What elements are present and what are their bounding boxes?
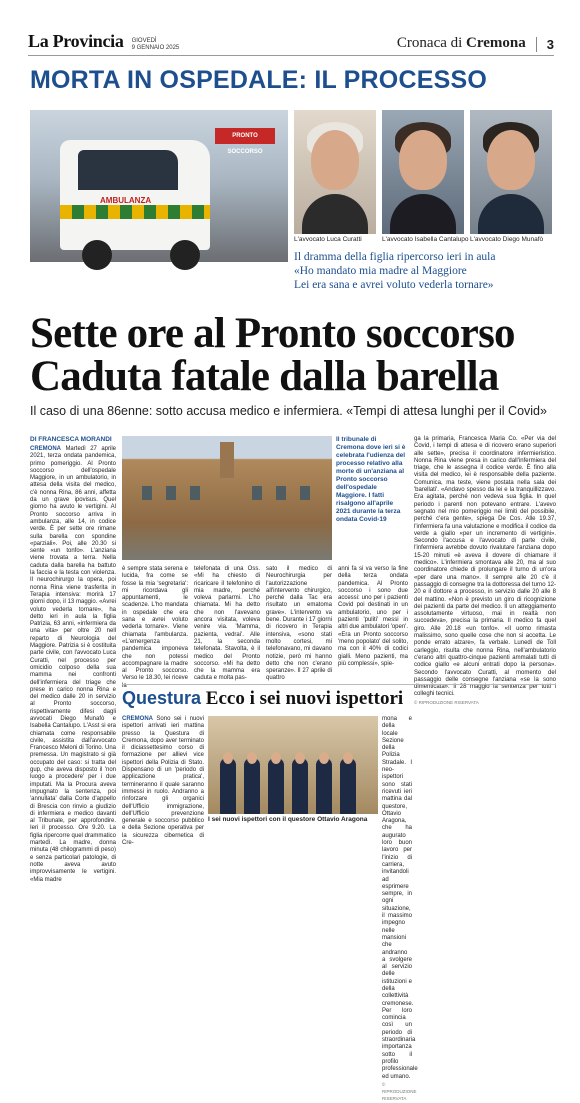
person-face <box>271 752 281 764</box>
article-column-1 <box>30 446 116 883</box>
headline-line: Caduta fatale dalla barella <box>30 353 499 400</box>
ambulance-stripe <box>60 205 210 219</box>
portrait-face <box>487 130 535 190</box>
courthouse-caption: Il tribunale di Cremona dove ieri si è celebrata l'udienza del processo relativo alla morte di un'anziana al Pronto soccorso dell'ospedale Maggiore. I fatti risalgono all'aprile 2021 durante la terza ondata Covid-19 <box>336 436 406 523</box>
deck-line: Il dramma della figlia ripercorso ieri in aula <box>294 251 496 263</box>
person-face <box>223 752 233 764</box>
dateline-place: CREMONA <box>122 716 153 722</box>
portrait-shoulders <box>302 194 368 234</box>
date: 9 GENNAIO 2025 <box>131 45 180 51</box>
person-figure <box>220 758 236 814</box>
newspaper-logo: La Provincia <box>28 31 124 51</box>
article-text: ga la primaria, Francesca Maria Co. «Per via del Covid, i tempi di attesa e di ricovero erano superiori alle sette», precisa il coordinatore infermieristico. Nonna Rina viene presa in carico dall'infermiera del triage, che le assegna il codice verde. È fino alla visita del medico, lei è responsabile della paziente. Comunica, ma teste, viene postata nella sala dei 'barellati'. «Andavo spesso da lei e la tranquillizzavo. Era agitata, perché non vedeva sua figlia. In quel periodo i parenti non potevano entrare. L'avevo segnato nel mio pomeriggio nei limiti del possibile, perché c'era gente», spiega De Cos. Alle 19.37, l'infermiera fa una valutazione e modifica il codice da verde a giallo «per un incremento di vertigini». Secondo l'accusa e l'avvocato di parte civile, l'infermiera avrebbe dovuto rivalutare l'anziana dopo 15-20 minuti «è aveva il dovere di chiamare il medico». L'infermiera smontava alle 20, ma al suo coordinatore chiede di prolungare il turno di un'ora «per dare una mano». Il sempre alle 20 c'è il passaggio di consegne tra la dottoressa del turno 12-20 e il dottore a processo, in servizio dalle 20 alle 8 del mattino. «Non è previsto un giro di ricognizione dei pazienti da parte del medico. Il un atteggiamento assolutamente virtuoso, mai in realtà non succedeva», precisa la primaria. Il medico fa quel giro. Alle 20.18 «un tonfo». «Il uomo rimasta malissimo, sono quelle cose che non si accetta. Le ponde errato alzare», fa verbale. Lunedì de Toll carleggio, risulta che nonna Rina, nell'ambulatorio c'erano altri quattro-cinque pazienti ammalati tutti di codice giallo «e alcuni entrati dopo la persona». Secondo l'avvocato Curatti, al momento del passaggio delle consegne l'anziana «se la sono dimenticata». Il 28 maggio la sentenza per tutti i colleghi tecnici. <box>414 436 556 698</box>
portrait-munafo <box>470 110 552 234</box>
kicker-headline: MORTA IN OSPEDALE: IL PROCESSO <box>30 66 487 94</box>
article-text: Sono sei i nuovi ispettori arrivati ieri mattina presso la Questura di Cremona, dopo aver terminato il diciassettesimo corso di formazione per allievi vice ispettori della Polizia di Stato. Dispensano di un 'periodo di applicazione pratica', termineranno il quale saranno immessi in ruolo. Andranno a rinforzare gli organici dell'Ufficio immigrazione, dell'Ufficio prevenzione generale e soccorso pubblico e della Sezione operativa per la sicurezza cibernetica di Cre- <box>122 716 204 847</box>
deck-line: Lei era sana e avrei voluto vederla tornare» <box>294 279 494 291</box>
pronto-soccorso-sign: PRONTO SOCCORSO <box>215 128 275 144</box>
person-face <box>247 752 257 764</box>
sub-article-column-2-real <box>382 716 418 1102</box>
weekday: GIOVEDÌ <box>131 38 157 44</box>
portrait-face <box>311 130 359 190</box>
deck <box>294 250 556 292</box>
courthouse-window <box>190 486 200 500</box>
article-text: Martedì 27 aprile 2021, terza ondata pandemica, primo pomeriggio. Al Pronto soccorso dell'ospedale Maggiore, in un ambulatorio, in attesa della visita del medico, c'è nonna Rina, 86 anni, affetta da un grave ipovisus. Quel giorno ha avuto le vertigini. Al Pronto soccorso arriva in ambulanza, alle 14, in codice verde. È per sette ore rimane sulla barella con spondine «parziali». Poi, alle 20.30 si sente «un tonfo». L'anziana viene trovata a terra. Nella caduta dalla barella ha battuto la faccia e la testa con violenza. Il neurochirurgo la opera, poi nonna Rina viene trasferita in Terapia intensiva: morirà 17 giorni dopo, il 13 maggio. <box>30 446 116 606</box>
courthouse-window <box>252 486 262 500</box>
article-text: mona e della locale Sezione della Polizia Stradale. I neo-ispettori sono stati ricevuti ieri mattina dal questore, Ottavio Aragona, che ha augurato loro buon lavoro per l'inizio di carriera, invitandoli ad esprimere sempre, in ogni situazione, il massimo impegno nelle mansioni che andranno a svolgere al servizio delle istituzioni e della collettività cremonese. Per loro comincia così un periodo di straordinaria importanza sotto il profilo professionale ed umano. <box>382 716 418 1080</box>
person-figure <box>316 758 332 814</box>
sub-article-title: Ecco i sei nuovi ispettori <box>205 688 404 709</box>
person-face <box>295 752 305 764</box>
article-column-5: anni fa si va verso la fine della terza ondata pandemica. Al Pronto soccorso i sono due accessi: uno per i pazienti Covid poi destinati in un ambulatorio, uno per i pazienti 'puliti' messi in altri due ambulatori 'open'. «Era un Pronto soccorso 'meno popolato' del solito, ma con il 40% di codici gialli. Meno pazienti, ma più complessi», spie- <box>338 566 408 667</box>
courthouse-window <box>276 486 286 500</box>
ambulance-photo <box>30 110 288 262</box>
copyright-notice: © RIPRODUZIONE RISERVATA <box>414 699 479 705</box>
main-headline <box>30 312 560 398</box>
article-column-3: telefonata di una Oss. «Mi ha chiesto di ricaricare il telefonino di mia madre, perché voleva parlarmi. L'ho chiamata. Mi ha detto che non l'avevano ancora visitata, voleva venire via. 'Mamma, pazienta, vedrai'. Alle 21, la seconda telefonata. Stavolta, è il medico del Pronto soccorso. «Mi ha detto che la mamma era caduta e molta pas- <box>194 566 260 682</box>
portrait-face <box>399 130 447 190</box>
sub-article-kicker: Questura <box>122 688 202 708</box>
byline: DI FRANCESCA MORANDI <box>30 436 112 443</box>
deck-line: «Ho mandato mia madre al Maggiore <box>294 265 467 277</box>
ambulance-wheel <box>170 240 200 270</box>
courthouse-window <box>300 486 310 500</box>
person-figure <box>292 758 308 814</box>
portrait-caption: L'avvocato Luca Curatti <box>294 236 362 243</box>
dateline-place: CREMONA <box>30 446 61 452</box>
courthouse-window <box>166 486 176 500</box>
inspectors-photo-caption: I sei nuovi ispettori con il questore Ottavio Aragona <box>208 816 368 823</box>
article-column-4: sato il medico di Neurochirurgia per l'autorizzazione all'intervento chirurgico, perché dalla Tac era risultato un ematoma grave». L'intervento va bene. Durante i 17 giorni di ricovero in Terapia intensiva, «sono stati molto cortesi, mi telefonavano, mi davano notizie, però mi hanno detto che non c'erano speranze». Il 27 aprile di quattro <box>266 566 332 682</box>
section-city: Cremona <box>466 35 526 51</box>
courthouse-window <box>142 486 152 500</box>
portrait-caption: L'avvocato Diego Munafò <box>470 236 544 243</box>
masthead <box>28 30 554 56</box>
divider <box>122 684 556 685</box>
dateline <box>132 38 180 52</box>
person-figure <box>268 758 284 814</box>
ambulance-windshield <box>78 150 178 190</box>
sub-article-headline <box>122 688 403 710</box>
portrait-caption: L'avvocato Isabella Cantalupo <box>382 236 469 243</box>
person-face <box>319 752 329 764</box>
section-name <box>397 35 526 52</box>
section-prefix: Cronaca di <box>396 35 463 51</box>
courthouse-tower <box>220 442 234 478</box>
copyright-notice: © RIPRODUZIONE RISERVATA <box>382 1081 417 1102</box>
person-figure <box>244 758 260 814</box>
headline-line: Sette ore al Pronto soccorso <box>30 310 515 357</box>
sub-article-column-1 <box>122 716 204 847</box>
ambulance-label: AMBULANZA <box>100 196 152 205</box>
portrait-shoulders <box>390 194 456 234</box>
portrait-shoulders <box>478 194 544 234</box>
subheadline: Il caso di una 86enne: sotto accusa medico e infermiera. «Tempi di attesa lunghi per il Covid» <box>30 404 547 418</box>
ambulance-wheel <box>82 240 112 270</box>
article-column-2: è sempre stata serena e lucida, fra come se fosse la mia 'segretaria': mi ricordava gli appuntamenti, le scadenze. L'ho mandata in ospedale che era sana e avrei voluto vederla tornare». Viene chiamata l'ambulanza. «L'emergenza pandemica imponeva che non potessi accompagnare la madre al Pronto soccorso. Verso le 18.30, lei riceve la <box>122 566 188 689</box>
portrait-cantalupo <box>382 110 464 234</box>
article-text: «Avrei voluto vederla tornare», ha detto ieri in aula la figlia Patrizia, 63 anni, «infermiera da una vita» per oltre 20 nell reparto di Neurologia del Maggiore. Patrizia si è costituita parte civile, con l'avvocato Luca Curatti, nel processo per omicidio colposo della sua mamma nei confronti dell'infermiera del triage che prese in carico nonna Rina e del medico dalle 20 in servizio al Pronto soccorso, rispettivamente difesi dagli avvocati Diego Munafò e Isabella Cantalupo. L'Asst si era chiamata come responsabile civile, assistita dall'avvocato Francesco Meloni di Torino. Una premessa. Un magistrato si già occupato del caso: si tratta del gup, che aveva disposto il 'non luogo a procedere' per i due imputati. Ma la Procura aveva impugnato la sentenza, poi 'annullata' dalla Corte d'appello di Brescia con rinvio a giudizio di infermiera e medico davanti al Tribunale, per approfondire. Ieri il processo. Ore 9.20. La figlia ripercorre quel drammatico martedì. La madre, donna minuta (48 chilogrammi di peso) e senza particolari patologie, di notte aveva avuto improvvisamente le vertigini. «Mia madre <box>30 599 116 883</box>
courthouse-photo <box>122 436 332 560</box>
article-column-6 <box>414 436 556 820</box>
page-number: 3 <box>536 37 554 52</box>
portrait-curatti <box>294 110 376 234</box>
